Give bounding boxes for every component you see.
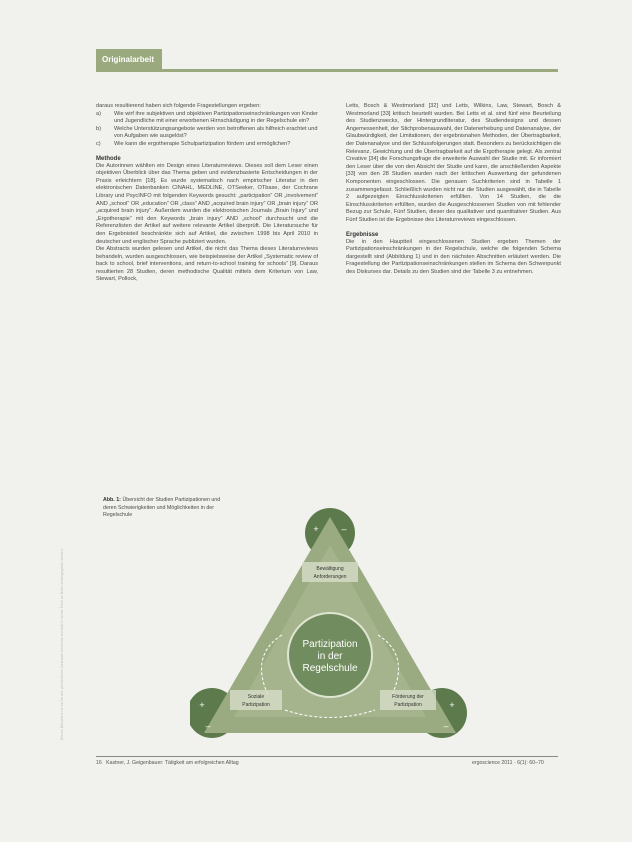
question-item (96, 141, 318, 149)
right-label-line-2: Partizipation (394, 702, 422, 708)
question-number: b) (96, 125, 101, 132)
left-label-line-1: Soziale (247, 694, 265, 700)
footer-rule (96, 756, 558, 757)
sign-minus-top: – (341, 524, 347, 534)
right-label-line-1: Förderung der (392, 694, 424, 700)
footer-authors: Kastner, J. Geigenbauer: Tätigkeit am erfolgreichen Alltag (106, 760, 239, 766)
right-column (346, 103, 561, 276)
center-label-line-2: in der (317, 651, 343, 662)
sign-minus-left: – (205, 721, 211, 731)
question-item (96, 126, 318, 141)
question-text: Wie wirf ihre subjektiven und objektiven Partizipationseinschränkungen von Kinder und Jugendliche mit einer erworbenen Hirnschädigung in der Regelschule ein? (114, 110, 318, 125)
left-label-line-2: Partizipation (242, 702, 270, 708)
question-list (96, 111, 318, 149)
sign-plus-right: + (449, 700, 455, 710)
sign-plus-top: + (313, 524, 319, 534)
footer-journal: ergoscience 2011 · 6(1): 60–70 (472, 760, 544, 766)
question-number: c) (96, 140, 101, 147)
question-number: a) (96, 110, 101, 117)
left-column (96, 103, 318, 284)
review-paragraph: Letts, Bosch & Westmorland [32] und Letts, Wilkins, Law, Stewart, Bosch & Westmorland [33] kritisch beurteilt wurden. Bei Letts et al. sind fünf eine Beurteilung des Studienzwecks, der Hintergrundliteratur, des Studiendesigns und dessen Angemessenheit, der Stichprobenauswahl, der Datenerhebung und Datenanalyse, der Glaubwürdigkeit, der Limitationen, der ergebnisnahen Methoden, der Übertragbarkeit, der Datenanalyse und der Schlussfolgerungen statt. Besonders zu berücksichtigen die Relevanz, Gewichtung und die Übertragbarkeit auf die Ergotherapie gelegt. Als zentral Creative [34] die Forschungsfrage die erweiterte Auswahl der Studie mit. Er informiert den Leser über die von den Absicht der Studie und kann, die anschließenden Aspekte [33] von den 28 Studien wurden nach der kritischen Auswertung der gefundenen Komponenten eingeschlossen. Die genauen Suchkriterien sind in Tabelle 1 zusammengefasst. Schließlich wurden nicht nur die Studien ausgewählt, die in Tabelle 2 aufgezeigten Einschlusskriterien erfüllten. Von 14 Studien, die die Einschlusskriterien erfüllten, wurden die Ausgeschlossenen Studien von mit fehlender Bezug zur Schule, Fünf Studien, dieser des qualitativer und quantitativer Studien. Aus Fünf Studien ist die Ergebnisse des Literaturreviews eingeschlossen. (346, 103, 561, 223)
question-text: Welche Unterstützungsangebote werden von betroffenen als hilfreich erachtet und von Aufgaben wie ausgelöst? (114, 125, 318, 140)
top-label-line-1: Bewältigung (316, 566, 344, 572)
question-text: Wie kann die ergotherapie Schulpartizipation fördern und ermöglichen? (114, 140, 291, 147)
center-label-line-3: Regelschule (302, 663, 358, 674)
method-paragraph-2: Die Abstracts wurden gelesen und Artikel, die nicht das Thema dieses Literaturreviews behandeln, wurden ausgeschlossen, wie beispielsweise der Artikel „Systematic review of back to school, brief interventions, and return-to-school training for schools“ [9]. Daraus resultierten 28 Studien, deren methodische Qualität mittels dem Kriterium von Law, Stewart, Pollock, (96, 246, 318, 283)
figure-caption-label: Abb. 1: (103, 497, 121, 503)
section-label: Originalarbeit (96, 49, 162, 70)
results-heading: Ergebnisse (346, 231, 379, 238)
figure-caption-text: Übersicht der Studien Partizipationen und deren Schwierigkeiten und Möglichkeiten in der Regelschule (103, 497, 221, 518)
results-paragraph: Die in den Hauptteil eingeschlossenen Studien ergeben Themen der Partizipationseinschränkungen in der Regelschule, welche die folgenden Schema dargestellt sind (Abbildung 1) und in den nächsten Abschnitten erläutert werden. Die Fragestellung der Partizipationseinschränkungen stellen im Schema den Schwerpunkt des Diskurses dar. Details zu den Studien sind der Tabelle 3 zu entnehmen. (346, 238, 561, 275)
method-heading: Methode (96, 155, 121, 162)
side-note: Dieses Dokument ist nur für den persönlichen Gebrauch bestimmt und darf in keiner Form an Dritte weitergegeben werden. (60, 548, 64, 740)
question-item (96, 111, 318, 126)
page-number: 16 (96, 760, 102, 766)
sign-plus-left: + (199, 700, 205, 710)
top-label-line-2: Anforderungen (313, 574, 347, 580)
header-rule (96, 69, 558, 72)
sign-minus-right: – (443, 721, 449, 731)
participation-diagram (190, 505, 480, 750)
method-paragraph: Die Autorinnen wählten ein Design eines Literaturreviews. Dieses soll dem Leser einen objektiven Überblick über das Thema geben und evidenzbasierte Entscheidungen in der Praxis erleichtern [18]. Es wurde systematisch nach empirischer Literatur in den elektronischen Datenbanken CINAHL, MEDLINE, OTSeeker, OTbase, der Cochrane Library und PsycINFO mit folgenden Keywords gesucht: „participation“ OR „involvement“ AND „school“ OR „education“ OR „class“ AND „acquired brain injury“ OR „brain injury“ OR „acquired brain injury“. Außerdem wurden die elektronischen Journals „Brain Injury“ und „Ergotherapie“ mit den Keywords „brain injury“ AND „school“ durchsucht und die Referenzlisten der Artikel auf weitere relevante Artikel überprüft. Die Literatursuche für den Ergebnisteil beschränkte sich auf Artikel, die zwischen 1998 bis April 2010 in deutscher und englischer Sprache publiziert wurden. (96, 162, 318, 245)
footer-left (96, 760, 239, 766)
intro-paragraph: daraus resultierend haben sich folgende Fragestellungen ergeben: (96, 103, 261, 109)
center-label-line-1: Partizipation (302, 639, 358, 650)
